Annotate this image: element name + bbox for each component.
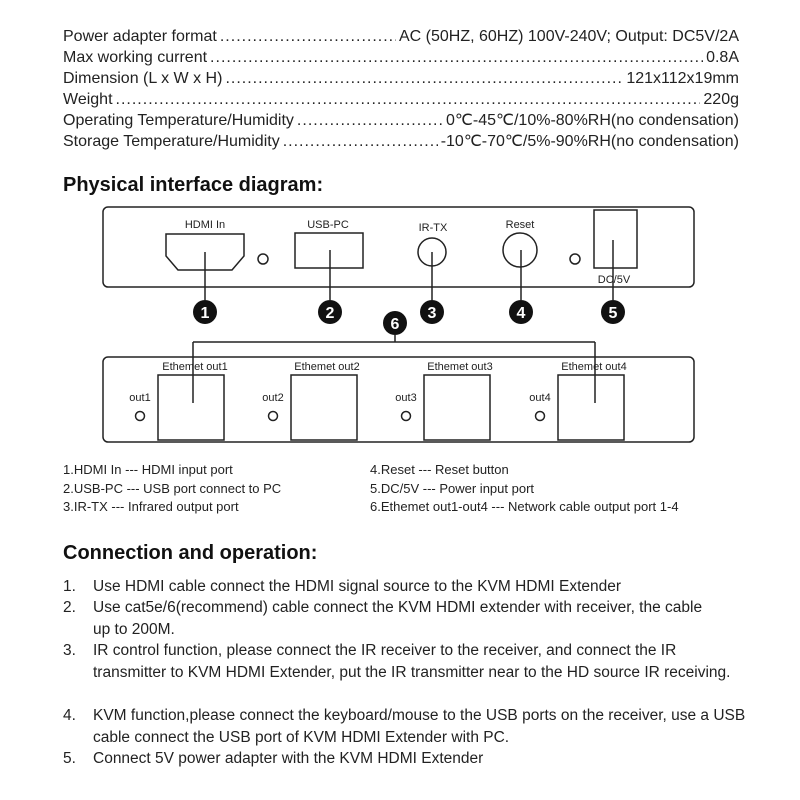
ir-label: IR-TX	[418, 222, 448, 234]
spec-value: 220g	[703, 91, 739, 108]
ethernet-label: Ethemet out4	[561, 361, 627, 373]
legend-item: 1.HDMI In --- HDMI input port	[63, 462, 233, 477]
legend-item: 4.Reset --- Reset button	[370, 462, 509, 477]
usb-label: USB-PC	[307, 219, 349, 231]
badge-number: 5	[608, 305, 618, 322]
step-text: Use cat5e/6(recommend) cable connect the KVM HDMI extender with receiver, the cable up to 200M.	[93, 599, 703, 638]
badge-number: 3	[427, 305, 437, 322]
led-icon	[536, 412, 545, 421]
step-item	[63, 576, 753, 598]
spec-label: Max working current	[63, 49, 208, 66]
spec-label: Storage Temperature/Humidity	[63, 133, 280, 150]
step-text: KVM function,please connect the keyboard/mouse to the USB ports on the receiver, use a USB cable connect the USB port of KVM HDMI Extender with PC.	[93, 707, 746, 746]
spec-value: 121x112x19mm	[626, 70, 739, 87]
step-number: 5.	[63, 750, 76, 767]
reset-label: Reset	[505, 219, 535, 231]
spec-label: Operating Temperature/Humidity	[63, 112, 294, 129]
usb-port-icon	[295, 233, 363, 268]
led-label: out3	[395, 392, 417, 404]
ethernet-port-icon	[291, 375, 357, 440]
badge-number: 2	[325, 305, 335, 322]
led-label: out2	[262, 392, 284, 404]
step-item	[63, 748, 753, 770]
led-icon	[402, 412, 411, 421]
spec-label: Weight	[63, 91, 113, 108]
ethernet-port-icon	[424, 375, 490, 440]
step-number: 2.	[63, 599, 76, 616]
reset-button-icon	[503, 233, 537, 267]
ethernet-label: Ethemet out1	[162, 361, 228, 373]
spec-value: 0.8A	[706, 49, 739, 66]
step-number: 1.	[63, 578, 76, 595]
legend-item: 2.USB-PC --- USB port connect to PC	[63, 481, 282, 496]
legend-item: 3.IR-TX --- Infrared output port	[63, 499, 239, 514]
led-label: out4	[529, 392, 551, 404]
hdmi-label: HDMI In	[184, 219, 226, 231]
diagram-heading: Physical interface diagram:	[63, 174, 324, 196]
step-item	[63, 705, 753, 748]
badge-number: 4	[516, 305, 526, 322]
led-icon	[570, 254, 580, 264]
legend-item: 6.Ethemet out1-out4 --- Network cable output port 1-4	[370, 499, 679, 514]
step-text: Use HDMI cable connect the HDMI signal source to the KVM HDMI Extender	[93, 578, 622, 595]
led-icon	[136, 412, 145, 421]
step-number: 3.	[63, 642, 76, 659]
led-label: out1	[129, 392, 151, 404]
ethernet-label: Ethemet out3	[427, 361, 493, 373]
ethernet-port-icon	[158, 375, 224, 440]
step-text: Connect 5V power adapter with the KVM HDMI Extender	[93, 750, 484, 767]
step-text: IR control function, please connect the IR receiver to the receiver, and connect the IR transmitter to KVM HDMI Extender, put the IR transmitter near to the HD source IR receiving.	[93, 642, 731, 681]
connection-heading: Connection and operation:	[63, 542, 318, 564]
spec-label: Power adapter format	[63, 28, 217, 45]
ethernet-label: Ethemet out2	[294, 361, 360, 373]
led-icon	[258, 254, 268, 264]
dc-label: DC/5V	[597, 274, 631, 286]
spec-value: AC (50HZ, 60HZ) 100V-240V; Output: DC5V/2A	[398, 28, 739, 45]
spec-value: 0℃-45℃/10%-80%RH(no condensation)	[446, 112, 739, 129]
ethernet-port-icon	[558, 375, 624, 440]
badge-number: 1	[200, 305, 210, 322]
spec-label: Dimension (L x W x H)	[63, 70, 223, 87]
legend-item: 5.DC/5V --- Power input port	[370, 481, 535, 496]
led-icon	[269, 412, 278, 421]
badge-number: 6	[390, 316, 400, 333]
step-number: 4.	[63, 707, 76, 724]
step-item	[63, 640, 753, 683]
spec-value: -10℃-70℃/5%-90%RH(no condensation)	[440, 133, 739, 150]
dc-port-icon	[594, 210, 637, 268]
step-item	[63, 597, 723, 640]
